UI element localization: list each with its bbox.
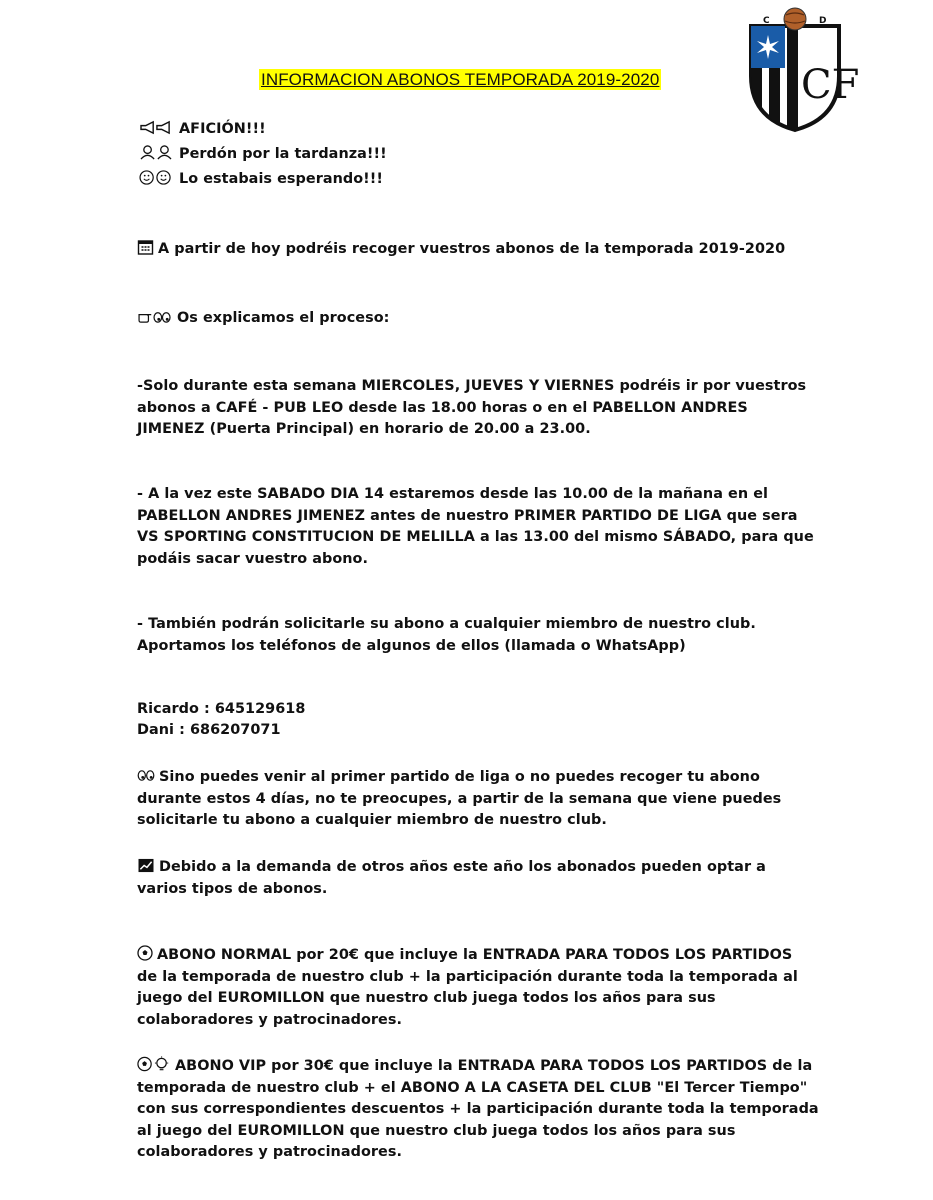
greeting-text-1: AFICIÓN!!! [179, 121, 266, 137]
note-2-text: Debido a la demanda de otros años este año los abonados pueden optar a varios tipos de abonos. [137, 859, 766, 897]
smiley-faces-icon [137, 170, 175, 185]
chart-increasing-icon [137, 858, 155, 873]
praying-people-icon [137, 145, 175, 160]
greeting-text-2: Perdón por la tardanza!!! [179, 146, 387, 162]
contact-dani: Dani : 686207071 [137, 722, 281, 738]
pointing-hand-eyes-icon [137, 309, 173, 324]
greeting-line-1 [137, 119, 827, 141]
crest-letter-d: D [819, 16, 827, 26]
greeting-line-3 [137, 169, 827, 191]
process-heading [137, 308, 827, 330]
intro-text: A partir de hoy podréis recoger vuestros abonos de la temporada 2019-2020 [158, 241, 786, 257]
process-text: Os explicamos el proceso: [177, 310, 390, 326]
note-2-paragraph [137, 857, 817, 900]
soccer-ball-lightbulb-icon [137, 1056, 171, 1072]
contact-ricardo: Ricardo : 645129618 [137, 701, 306, 717]
greeting-line-2 [137, 144, 827, 166]
page-title [259, 69, 661, 90]
abono-vip-text: ABONO VIP por 30€ que incluye la ENTRADA PARA TODOS LOS PARTIDOS de la temporada de nuestro club + el ABONO A LA CASETA DEL CLUB "El Tercer Tiempo" con sus correspondientes descuentos + la participación durante toda la temporada al juego del EUROMILLON que nuestro club juega todos los años para sus colaboradores y patrocinadores. [137, 1058, 819, 1160]
soccer-ball-icon [137, 945, 153, 961]
intro-paragraph [137, 239, 827, 261]
club-crest-logo [747, 6, 860, 132]
megaphone-icon [137, 120, 175, 135]
step-2-paragraph: - A la vez este SABADO DIA 14 estaremos desde las 10.00 de la mañana en el PABELLON ANDRES JIMENEZ antes de nuestro PRIMER PARTIDO DE LIGA que sera VS SPORTING CONSTITUCION DE MELILLA a las 13.00 del mismo SÁBADO, para que podáis sacar vuestro abono. [137, 486, 814, 567]
note-1-text: Sino puedes venir al primer partido de liga o no puedes recoger tu abono durante estos 4 días, no te preocupes, a partir de la semana que viene puedes solicitarle tu abono a cualquier miembro de nuestro club. [137, 769, 782, 828]
crest-monogram: CF [801, 62, 860, 108]
eyes-icon [137, 768, 155, 783]
abono-normal-paragraph [137, 945, 817, 1031]
calendar-icon [137, 239, 154, 255]
greeting-text-3: Lo estabais esperando!!! [179, 171, 384, 187]
abono-normal-text: ABONO NORMAL por 20€ que incluye la ENTRADA PARA TODOS LOS PARTIDOS de la temporada de nuestro club + la participación durante toda la temporada al juego del EUROMILLON que nuestro club juega todos los años para sus colaboradores y patrocinadores. [137, 947, 798, 1028]
abono-vip-paragraph [137, 1056, 822, 1164]
page-title-text: INFORMACION ABONOS TEMPORADA 2019-2020 [261, 70, 660, 89]
step-1-paragraph: -Solo durante esta semana MIERCOLES, JUEVES Y VIERNES podréis ir por vuestros abonos a CAFÉ - PUB LEO desde las 18.00 horas o en el PABELLON ANDRES JIMENEZ (Puerta Principal) en horario de 20.00 a 23.00. [137, 378, 807, 437]
crest-letter-c: C [763, 16, 770, 26]
note-1-paragraph [137, 767, 817, 832]
step-3-paragraph: - También podrán solicitarle su abono a cualquier miembro de nuestro club. Aportamos los teléfonos de algunos de ellos (llamada o WhatsApp) [137, 616, 756, 654]
